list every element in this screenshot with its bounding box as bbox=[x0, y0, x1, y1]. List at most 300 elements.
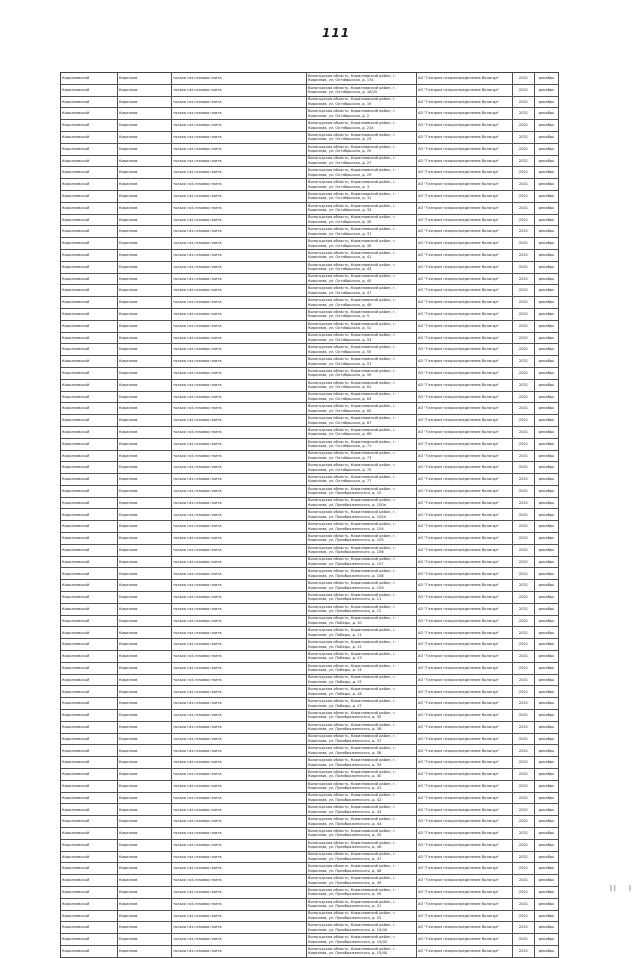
month-cell: декабрь bbox=[535, 580, 559, 591]
organization-cell: АО "Газпром газораспределение Вологда" bbox=[417, 250, 513, 261]
table-row bbox=[61, 297, 559, 309]
district-cell: Кирилловский bbox=[61, 698, 118, 709]
equipment-type-cell: только газ-газовая плита bbox=[172, 380, 307, 391]
month-cell: декабрь bbox=[535, 557, 559, 568]
address-cell bbox=[307, 262, 417, 273]
records-table bbox=[60, 72, 559, 958]
district-cell: Кирилловский bbox=[61, 498, 118, 509]
table-row bbox=[61, 368, 559, 380]
equipment-type-cell: только газ-газовая плита bbox=[172, 238, 307, 249]
city-cell: Кириллов bbox=[118, 757, 172, 768]
address-cell bbox=[307, 321, 417, 332]
organization-cell: АО "Газпром газораспределение Вологда" bbox=[417, 97, 513, 108]
address-line-2: Кириллов, ул. Победы, д. 13 bbox=[308, 656, 362, 661]
district-cell: Кирилловский bbox=[61, 392, 118, 403]
organization-cell: АО "Газпром газораспределение Вологда" bbox=[417, 179, 513, 190]
city-cell: Кириллов bbox=[118, 663, 172, 674]
district-cell: Кирилловский bbox=[61, 368, 118, 379]
address-cell bbox=[307, 415, 417, 426]
address-line-1: Вологодская область, Кирилловский район, г. bbox=[308, 887, 396, 892]
address-line-1: Вологодская область, Кирилловский район, г. bbox=[308, 899, 396, 904]
district-cell: Кирилловский bbox=[61, 651, 118, 662]
year-cell: 2021 bbox=[513, 852, 535, 863]
table-row bbox=[61, 745, 559, 757]
table-row bbox=[61, 108, 559, 120]
city-cell: Кириллов bbox=[118, 521, 172, 532]
city-cell: Кириллов bbox=[118, 474, 172, 485]
organization-cell: АО "Газпром газораспределение Вологда" bbox=[417, 498, 513, 509]
month-cell: декабрь bbox=[535, 333, 559, 344]
address-line-2: Кириллов, ул. Преображенского, д. 107 bbox=[308, 562, 384, 567]
address-cell bbox=[307, 651, 417, 662]
year-cell: 2021 bbox=[513, 262, 535, 273]
month-cell: декабрь bbox=[535, 899, 559, 910]
month-cell: декабрь bbox=[535, 380, 559, 391]
month-cell: декабрь bbox=[535, 215, 559, 226]
equipment-type-cell: только газ-газовая плита bbox=[172, 498, 307, 509]
address-line-1: Вологодская область, Кирилловский район, г. bbox=[308, 168, 396, 173]
equipment-type-cell: только газ-газовая плита bbox=[172, 321, 307, 332]
equipment-type-cell: только газ-газовая плита bbox=[172, 262, 307, 273]
city-cell: Кириллов bbox=[118, 179, 172, 190]
district-cell: Кирилловский bbox=[61, 533, 118, 544]
table-row bbox=[61, 675, 559, 687]
year-cell: 2021 bbox=[513, 663, 535, 674]
organization-cell: АО "Газпром газораспределение Вологда" bbox=[417, 675, 513, 686]
equipment-type-cell: только газ-газовая плита bbox=[172, 509, 307, 520]
address-cell bbox=[307, 533, 417, 544]
month-cell: декабрь bbox=[535, 250, 559, 261]
address-cell bbox=[307, 486, 417, 497]
address-cell bbox=[307, 380, 417, 391]
equipment-type-cell: только газ-газовая плита bbox=[172, 946, 307, 957]
month-cell: декабрь bbox=[535, 946, 559, 957]
month-cell: декабрь bbox=[535, 816, 559, 827]
address-line-2: Кириллов, ул. Октябрьская, д. 35 bbox=[308, 219, 372, 224]
organization-cell: АО "Газпром газораспределение Вологда" bbox=[417, 651, 513, 662]
address-cell bbox=[307, 285, 417, 296]
table-row bbox=[61, 533, 559, 545]
year-cell: 2021 bbox=[513, 309, 535, 320]
city-cell: Кириллов bbox=[118, 651, 172, 662]
address-cell bbox=[307, 203, 417, 214]
address-cell bbox=[307, 439, 417, 450]
district-cell: Кирилловский bbox=[61, 309, 118, 320]
address-line-1: Вологодская область, Кирилловский район, г. bbox=[308, 864, 396, 869]
organization-cell: АО "Газпром газораспределение Вологда" bbox=[417, 226, 513, 237]
address-line-2: Кириллов, ул. Октябрьская, д. 25 bbox=[308, 149, 372, 154]
equipment-type-cell: только газ-газовая плита bbox=[172, 568, 307, 579]
table-row bbox=[61, 616, 559, 628]
month-cell: декабрь bbox=[535, 392, 559, 403]
address-cell bbox=[307, 226, 417, 237]
year-cell: 2021 bbox=[513, 557, 535, 568]
table-row bbox=[61, 722, 559, 734]
organization-cell: АО "Газпром газораспределение Вологда" bbox=[417, 439, 513, 450]
district-cell: Кирилловский bbox=[61, 592, 118, 603]
equipment-type-cell: только газ-газовая плита bbox=[172, 651, 307, 662]
organization-cell: АО "Газпром газораспределение Вологда" bbox=[417, 922, 513, 933]
organization-cell: АО "Газпром газораспределение Вологда" bbox=[417, 215, 513, 226]
organization-cell: АО "Газпром газораспределение Вологда" bbox=[417, 875, 513, 886]
table-row bbox=[61, 427, 559, 439]
equipment-type-cell: только газ-газовая плита bbox=[172, 616, 307, 627]
address-line-1: Вологодская область, Кирилловский район, г. bbox=[308, 651, 396, 656]
city-cell: Кириллов bbox=[118, 627, 172, 638]
address-cell bbox=[307, 309, 417, 320]
table-row bbox=[61, 356, 559, 368]
organization-cell: АО "Газпром газораспределение Вологда" bbox=[417, 380, 513, 391]
district-cell: Кирилловский bbox=[61, 274, 118, 285]
address-line-1: Вологодская область, Кирилловский район, г. bbox=[308, 687, 396, 692]
address-line-2: Кириллов, ул. Октябрьская, д. 67 bbox=[308, 420, 372, 425]
year-cell: 2021 bbox=[513, 108, 535, 119]
city-cell: Кириллов bbox=[118, 403, 172, 414]
year-cell: 2021 bbox=[513, 745, 535, 756]
table-row bbox=[61, 215, 559, 227]
table-row bbox=[61, 804, 559, 816]
year-cell: 2021 bbox=[513, 592, 535, 603]
address-line-2: Кириллов, ул. Преображенского, д. 52 bbox=[308, 915, 382, 920]
year-cell: 2021 bbox=[513, 132, 535, 143]
address-line-1: Вологодская область, Кирилловский район, г. bbox=[308, 817, 396, 821]
year-cell: 2021 bbox=[513, 675, 535, 686]
address-cell bbox=[307, 498, 417, 509]
address-cell bbox=[307, 427, 417, 438]
organization-cell: АО "Газпром газораспределение Вологда" bbox=[417, 627, 513, 638]
district-cell: Кирилловский bbox=[61, 922, 118, 933]
table-row bbox=[61, 85, 559, 97]
district-cell: Кирилловский bbox=[61, 474, 118, 485]
city-cell: Кириллов bbox=[118, 498, 172, 509]
table-row bbox=[61, 911, 559, 923]
district-cell: Кирилловский bbox=[61, 734, 118, 745]
address-line-2: Кириллов, ул. Октябрьская, д. 19 bbox=[308, 101, 372, 106]
city-cell: Кириллов bbox=[118, 333, 172, 344]
month-cell: декабрь bbox=[535, 120, 559, 131]
equipment-type-cell: только газ-газовая плита bbox=[172, 427, 307, 438]
month-cell: декабрь bbox=[535, 274, 559, 285]
equipment-type-cell: только газ-газовая плита bbox=[172, 333, 307, 344]
year-cell: 2021 bbox=[513, 580, 535, 591]
address-line-1: Вологодская область, Кирилловский район, г. bbox=[308, 132, 396, 137]
address-line-1: Вологодская область, Кирилловский район, г. bbox=[308, 569, 396, 574]
year-cell: 2021 bbox=[513, 285, 535, 296]
organization-cell: АО "Газпром газораспределение Вологда" bbox=[417, 427, 513, 438]
year-cell: 2021 bbox=[513, 816, 535, 827]
address-line-1: Вологодская область, Кирилловский район, г. bbox=[308, 545, 396, 550]
month-cell: декабрь bbox=[535, 415, 559, 426]
year-cell: 2021 bbox=[513, 333, 535, 344]
city-cell: Кириллов bbox=[118, 439, 172, 450]
organization-cell: АО "Газпром газораспределение Вологда" bbox=[417, 368, 513, 379]
year-cell: 2021 bbox=[513, 167, 535, 178]
equipment-type-cell: только газ-газовая плита bbox=[172, 297, 307, 308]
district-cell: Кирилловский bbox=[61, 816, 118, 827]
address-line-1: Вологодская область, Кирилловский район, г. bbox=[308, 675, 396, 680]
year-cell: 2021 bbox=[513, 863, 535, 874]
address-cell bbox=[307, 722, 417, 733]
year-cell: 2021 bbox=[513, 934, 535, 945]
district-cell: Кирилловский bbox=[61, 675, 118, 686]
address-cell bbox=[307, 734, 417, 745]
organization-cell: АО "Газпром газораспределение Вологда" bbox=[417, 356, 513, 367]
month-cell: декабрь bbox=[535, 238, 559, 249]
year-cell: 2021 bbox=[513, 568, 535, 579]
address-line-2: Кириллов, ул. Преображенского, д. 36 bbox=[308, 727, 382, 732]
year-cell: 2021 bbox=[513, 946, 535, 957]
equipment-type-cell: только газ-газовая плита bbox=[172, 816, 307, 827]
address-cell bbox=[307, 793, 417, 804]
address-line-2: Кириллов, ул. Преображенского, д. 42 bbox=[308, 798, 382, 802]
equipment-type-cell: только газ-газовая плита bbox=[172, 734, 307, 745]
address-cell bbox=[307, 144, 417, 155]
table-row bbox=[61, 710, 559, 722]
address-line-1: Вологодская область, Кирилловский район, г. bbox=[308, 262, 396, 267]
district-cell: Кирилловский bbox=[61, 686, 118, 697]
address-cell bbox=[307, 911, 417, 922]
year-cell: 2021 bbox=[513, 439, 535, 450]
month-cell: декабрь bbox=[535, 344, 559, 355]
table-row bbox=[61, 828, 559, 840]
district-cell: Кирилловский bbox=[61, 462, 118, 473]
year-cell: 2021 bbox=[513, 639, 535, 650]
organization-cell: АО "Газпром газораспределение Вологда" bbox=[417, 333, 513, 344]
year-cell: 2021 bbox=[513, 380, 535, 391]
address-line-1: Вологодская область, Кирилловский район, г. bbox=[308, 404, 396, 409]
month-cell: декабрь bbox=[535, 675, 559, 686]
month-cell: декабрь bbox=[535, 521, 559, 532]
month-cell: декабрь bbox=[535, 568, 559, 579]
address-line-1: Вологодская область, Кирилловский район, г. bbox=[308, 875, 396, 880]
address-line-1: Вологодская область, Кирилловский район, г. bbox=[308, 274, 396, 279]
organization-cell: АО "Газпром газораспределение Вологда" bbox=[417, 451, 513, 462]
year-cell: 2021 bbox=[513, 392, 535, 403]
organization-cell: АО "Газпром газораспределение Вологда" bbox=[417, 946, 513, 957]
table-row bbox=[61, 852, 559, 864]
address-cell bbox=[307, 686, 417, 697]
year-cell: 2021 bbox=[513, 144, 535, 155]
address-cell bbox=[307, 863, 417, 874]
address-line-1: Вологодская область, Кирилловский район, г. bbox=[308, 368, 396, 373]
address-cell bbox=[307, 580, 417, 591]
address-line-2: Кириллов, ул. Победы, д. 16 bbox=[308, 691, 362, 696]
equipment-type-cell: только газ-газовая плита bbox=[172, 710, 307, 721]
organization-cell: АО "Газпром газораспределение Вологда" bbox=[417, 85, 513, 96]
address-line-2: Кириллов, ул. Преображенского, д. 39 bbox=[308, 762, 382, 767]
year-cell: 2021 bbox=[513, 698, 535, 709]
equipment-type-cell: только газ-газовая плита bbox=[172, 285, 307, 296]
table-row bbox=[61, 557, 559, 569]
address-line-2: Кириллов, ул. Преображенского, д. 37 bbox=[308, 739, 382, 744]
equipment-type-cell: только газ-газовая плита bbox=[172, 533, 307, 544]
city-cell: Кириллов bbox=[118, 203, 172, 214]
month-cell: декабрь bbox=[535, 439, 559, 450]
address-line-1: Вологодская область, Кирилловский район, г. bbox=[308, 97, 396, 102]
table-row bbox=[61, 309, 559, 321]
address-cell bbox=[307, 592, 417, 603]
equipment-type-cell: только газ-газовая плита bbox=[172, 191, 307, 202]
address-line-2: Кириллов, ул. Преображенского, д. 46 bbox=[308, 845, 382, 850]
district-cell: Кирилловский bbox=[61, 627, 118, 638]
address-line-2: Кириллов, ул. Октябрьская, д. 27 bbox=[308, 160, 372, 165]
city-cell: Кириллов bbox=[118, 557, 172, 568]
organization-cell: АО "Газпром газораспределение Вологда" bbox=[417, 321, 513, 332]
address-cell bbox=[307, 120, 417, 131]
district-cell: Кирилловский bbox=[61, 144, 118, 155]
month-cell: декабрь bbox=[535, 309, 559, 320]
equipment-type-cell: только газ-газовая плита bbox=[172, 97, 307, 108]
district-cell: Кирилловский bbox=[61, 899, 118, 910]
year-cell: 2021 bbox=[513, 73, 535, 84]
year-cell: 2021 bbox=[513, 250, 535, 261]
year-cell: 2021 bbox=[513, 804, 535, 815]
address-cell bbox=[307, 156, 417, 167]
address-line-1: Вологодская область, Кирилловский район, г. bbox=[308, 640, 396, 645]
district-cell: Кирилловский bbox=[61, 722, 118, 733]
address-line-1: Вологодская область, Кирилловский район, г. bbox=[308, 533, 396, 538]
month-cell: декабрь bbox=[535, 592, 559, 603]
address-line-1: Вологодская область, Кирилловский район, г. bbox=[308, 85, 396, 90]
district-cell: Кирилловский bbox=[61, 156, 118, 167]
address-line-2: Кириллов, ул. Октябрьская, д. 37 bbox=[308, 231, 372, 236]
address-line-2: Кириллов, ул. Преображенского, д. 48 bbox=[308, 868, 382, 873]
district-cell: Кирилловский bbox=[61, 911, 118, 922]
address-line-2: Кириллов, ул. Октябрьская, д. 49 bbox=[308, 302, 372, 307]
equipment-type-cell: только газ-газовая плита bbox=[172, 922, 307, 933]
month-cell: декабрь bbox=[535, 781, 559, 792]
equipment-type-cell: только газ-газовая плита bbox=[172, 557, 307, 568]
address-line-2: Кириллов, ул. Победы, д. 10 bbox=[308, 621, 362, 626]
month-cell: декабрь bbox=[535, 639, 559, 650]
year-cell: 2021 bbox=[513, 710, 535, 721]
table-row bbox=[61, 321, 559, 333]
address-line-1: Вологодская область, Кирилловский район, г. bbox=[308, 238, 396, 243]
city-cell: Кириллов bbox=[118, 167, 172, 178]
table-row bbox=[61, 887, 559, 899]
table-row bbox=[61, 274, 559, 286]
district-cell: Кирилловский bbox=[61, 852, 118, 863]
city-cell: Кириллов bbox=[118, 226, 172, 237]
table-row bbox=[61, 686, 559, 698]
organization-cell: АО "Газпром газораспределение Вологда" bbox=[417, 616, 513, 627]
city-cell: Кириллов bbox=[118, 686, 172, 697]
city-cell: Кириллов bbox=[118, 852, 172, 863]
year-cell: 2021 bbox=[513, 734, 535, 745]
organization-cell: АО "Газпром газораспределение Вологда" bbox=[417, 804, 513, 815]
address-line-2: Кириллов, ул. Преображенского, д. 51 bbox=[308, 904, 382, 909]
address-line-2: Кириллов, ул. Победы, д. 12 bbox=[308, 644, 362, 649]
year-cell: 2021 bbox=[513, 297, 535, 308]
address-line-1: Вологодская область, Кирилловский район, г. bbox=[308, 628, 396, 633]
organization-cell: АО "Газпром газораспределение Вологда" bbox=[417, 474, 513, 485]
address-line-1: Вологодская область, Кирилловский район, г. bbox=[308, 321, 396, 326]
equipment-type-cell: только газ-газовая плита bbox=[172, 627, 307, 638]
table-row bbox=[61, 167, 559, 179]
month-cell: декабрь bbox=[535, 911, 559, 922]
equipment-type-cell: только газ-газовая плита bbox=[172, 474, 307, 485]
district-cell: Кирилловский bbox=[61, 840, 118, 851]
address-line-1: Вологодская область, Кирилловский район, г. bbox=[308, 356, 396, 361]
organization-cell: АО "Газпром газораспределение Вологда" bbox=[417, 238, 513, 249]
address-cell bbox=[307, 698, 417, 709]
organization-cell: АО "Газпром газораспределение Вологда" bbox=[417, 545, 513, 556]
table-row bbox=[61, 769, 559, 781]
month-cell: декабрь bbox=[535, 144, 559, 155]
month-cell: декабрь bbox=[535, 545, 559, 556]
equipment-type-cell: только газ-газовая плита bbox=[172, 840, 307, 851]
organization-cell: АО "Газпром газораспределение Вологда" bbox=[417, 899, 513, 910]
city-cell: Кириллов bbox=[118, 616, 172, 627]
district-cell: Кирилловский bbox=[61, 639, 118, 650]
month-cell: декабрь bbox=[535, 451, 559, 462]
address-cell bbox=[307, 781, 417, 792]
year-cell: 2021 bbox=[513, 427, 535, 438]
district-cell: Кирилловский bbox=[61, 167, 118, 178]
city-cell: Кириллов bbox=[118, 840, 172, 851]
address-line-1: Вологодская область, Кирилловский район, г. bbox=[308, 746, 396, 751]
address-line-1: Вологодская область, Кирилловский район, г. bbox=[308, 498, 396, 503]
month-cell: декабрь bbox=[535, 132, 559, 143]
equipment-type-cell: только газ-газовая плита bbox=[172, 545, 307, 556]
city-cell: Кириллов bbox=[118, 344, 172, 355]
month-cell: декабрь bbox=[535, 427, 559, 438]
organization-cell: АО "Газпром газораспределение Вологда" bbox=[417, 392, 513, 403]
year-cell: 2021 bbox=[513, 356, 535, 367]
equipment-type-cell: только газ-газовая плита bbox=[172, 215, 307, 226]
district-cell: Кирилловский bbox=[61, 451, 118, 462]
address-cell bbox=[307, 627, 417, 638]
year-cell: 2021 bbox=[513, 179, 535, 190]
month-cell: декабрь bbox=[535, 167, 559, 178]
address-line-1: Вологодская область, Кирилловский район, г. bbox=[308, 722, 396, 727]
year-cell: 2021 bbox=[513, 415, 535, 426]
organization-cell: АО "Газпром газораспределение Вологда" bbox=[417, 156, 513, 167]
address-cell bbox=[307, 545, 417, 556]
address-line-2: Кириллов, ул. Октябрьская, д. 3 bbox=[308, 184, 370, 189]
organization-cell: АО "Газпром газораспределение Вологда" bbox=[417, 415, 513, 426]
table-row bbox=[61, 97, 559, 109]
year-cell: 2021 bbox=[513, 462, 535, 473]
organization-cell: АО "Газпром газораспределение Вологда" bbox=[417, 191, 513, 202]
month-cell: декабрь bbox=[535, 486, 559, 497]
equipment-type-cell: только газ-газовая плита bbox=[172, 934, 307, 945]
city-cell: Кириллов bbox=[118, 191, 172, 202]
year-cell: 2021 bbox=[513, 911, 535, 922]
address-line-2: Кириллов, ул. Преображенского, д. 106 bbox=[308, 550, 384, 555]
district-cell: Кирилловский bbox=[61, 380, 118, 391]
address-line-1: Вологодская область, Кирилловский район, г. bbox=[308, 793, 396, 798]
year-cell: 2021 bbox=[513, 757, 535, 768]
address-cell bbox=[307, 250, 417, 261]
organization-cell: АО "Газпром газораспределение Вологда" bbox=[417, 73, 513, 84]
organization-cell: АО "Газпром газораспределение Вологда" bbox=[417, 911, 513, 922]
address-line-2: Кириллов, ул. Преображенского, д. 43 bbox=[308, 809, 382, 814]
city-cell: Кириллов bbox=[118, 297, 172, 308]
month-cell: декабрь bbox=[535, 828, 559, 839]
equipment-type-cell: только газ-газовая плита bbox=[172, 722, 307, 733]
organization-cell: АО "Газпром газораспределение Вологда" bbox=[417, 686, 513, 697]
district-cell: Кирилловский bbox=[61, 73, 118, 84]
month-cell: декабрь bbox=[535, 297, 559, 308]
district-cell: Кирилловский bbox=[61, 238, 118, 249]
address-cell bbox=[307, 132, 417, 143]
equipment-type-cell: только газ-газовая плита bbox=[172, 167, 307, 178]
year-cell: 2021 bbox=[513, 521, 535, 532]
city-cell: Кириллов bbox=[118, 392, 172, 403]
table-row bbox=[61, 285, 559, 297]
district-cell: Кирилловский bbox=[61, 439, 118, 450]
